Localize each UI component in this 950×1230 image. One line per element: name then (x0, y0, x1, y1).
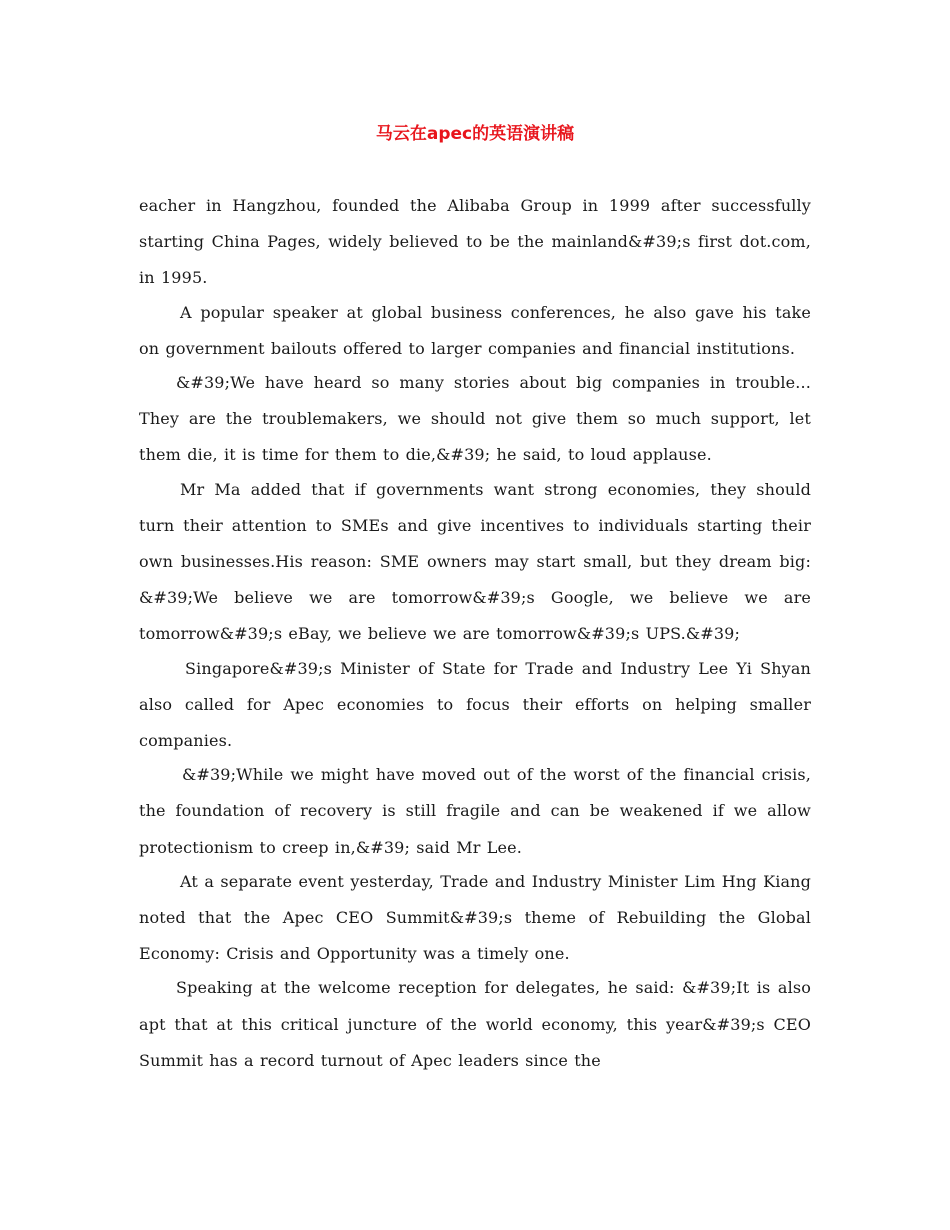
paragraph-8: Speaking at the welcome reception for delegates, he said: &#39;It is also apt that at this critical juncture of the world economy, this year&#39;s CEO Summit has a record turnout of Apec leaders since the (139, 978, 811, 1070)
document-body (139, 188, 811, 1077)
paragraph-4: Mr Ma added that if governments want strong economies, they should turn their attention to SMEs and give incentives to individuals starting their own businesses.His reason: SME owners may start small, but they dream big: &#39;We believe we are tomorrow&#39;s Google, we believe we are tomorrow&#39;s eBay, we believe we are tomorrow&#39;s UPS.&#39; (139, 479, 811, 644)
paragraph-7: At a separate event yesterday, Trade and Industry Minister Lim Hng Kiang noted that the Apec CEO Summit&#39;s theme of Rebuilding the Global Economy: Crisis and Opportunity was a timely one. (139, 871, 811, 964)
paragraph-3: &#39;We have heard so many stories about big companies in trouble... They are the troublemakers, we should not give them so much support, let them die, it is time for them to die,&#39; he said, to loud applause. (139, 373, 811, 465)
document-title: 马云在apec的英语演讲稿 (375, 124, 575, 144)
paragraph-1: eacher in Hangzhou, founded the Alibaba Group in 1999 after successfully starting China Pages, widely believed to be the mainland&#39;s first dot.com, in 1995. (139, 196, 811, 288)
paragraph-5: Singapore&#39;s Minister of State for Trade and Industry Lee Yi Shyan also called for Apec economies to focus their efforts on helping smaller companies. (139, 658, 811, 751)
paragraph-2: A popular speaker at global business conferences, he also gave his take on government bailouts offered to larger companies and financial institutions. (139, 302, 811, 358)
paragraph-6: &#39;While we might have moved out of the worst of the financial crisis, the foundation of recovery is still fragile and can be weakened if we allow protectionism to creep in,&#39; said Mr Lee. (139, 765, 811, 857)
